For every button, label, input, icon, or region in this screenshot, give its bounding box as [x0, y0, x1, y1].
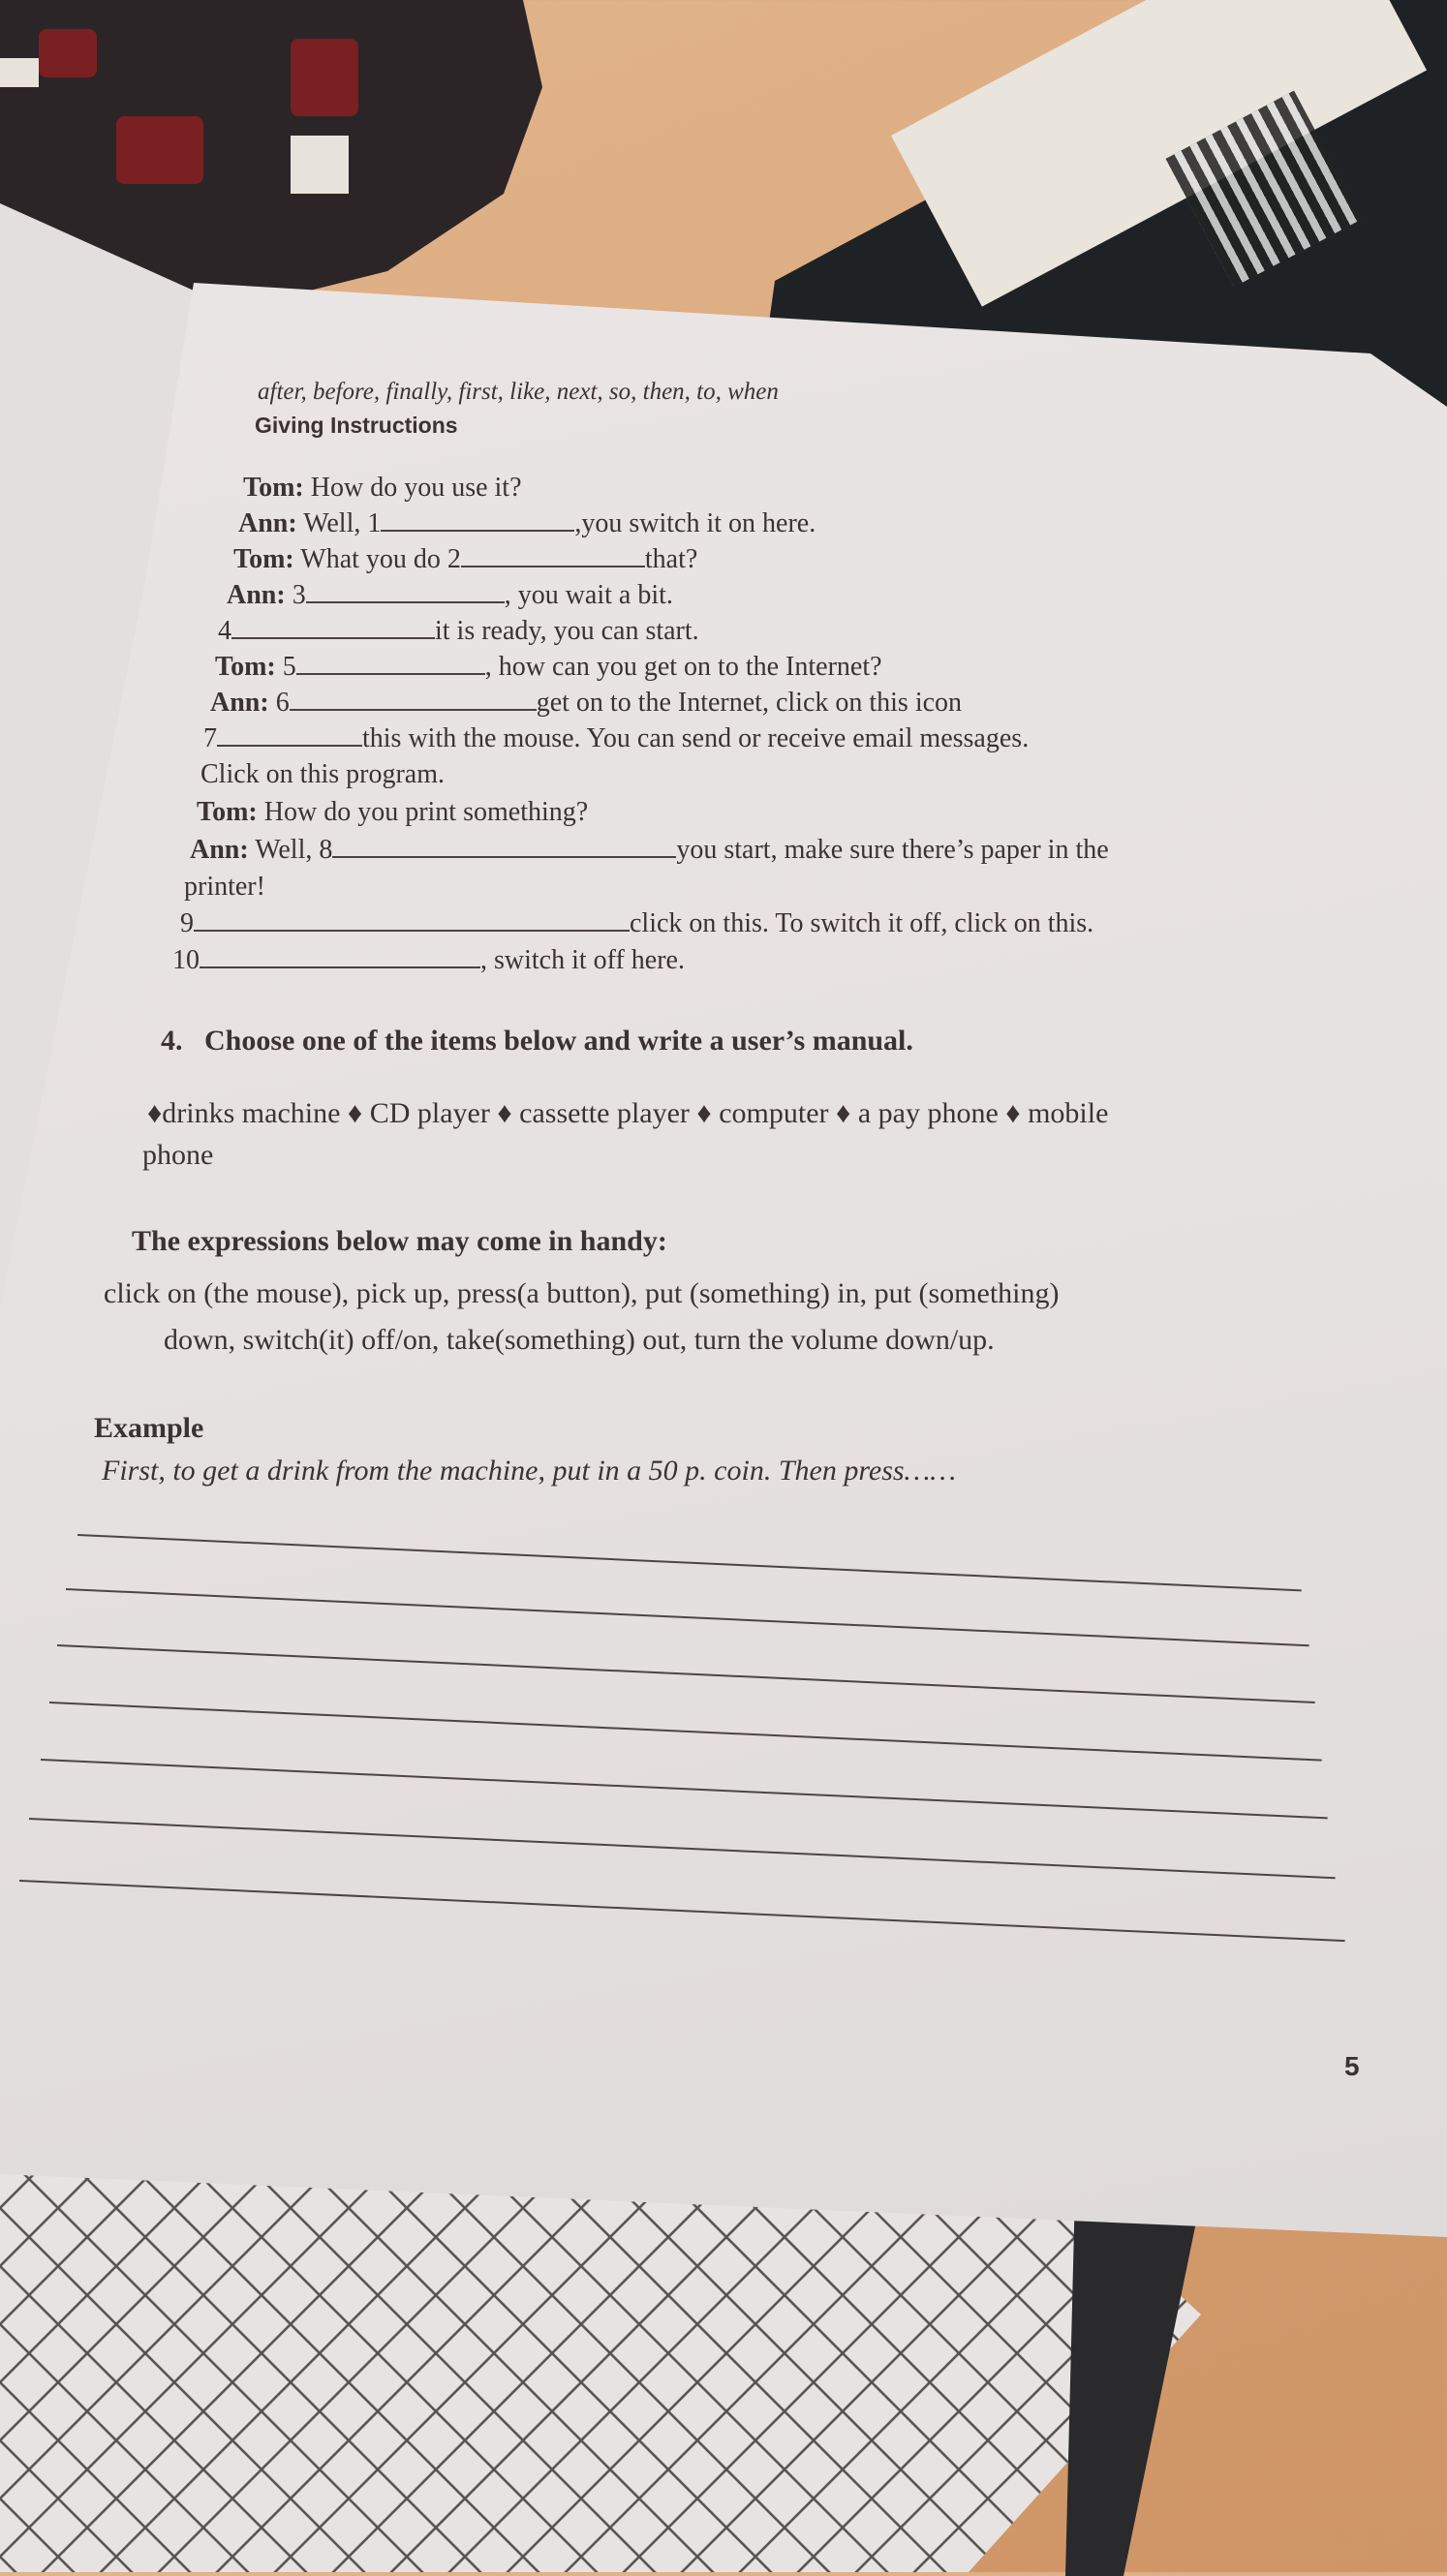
- word-bank: after, before, finally, first, like, next, so, then, to, when: [258, 379, 779, 405]
- dialogue-line: 7 this with the mouse. You can send or receive email messages.: [203, 723, 1030, 753]
- dialogue-line: Ann: 3 , you wait a bit.: [227, 580, 673, 610]
- answer-blank-7[interactable]: [217, 725, 362, 747]
- items-list-cont: phone: [142, 1139, 214, 1171]
- answer-blank-4[interactable]: [231, 618, 435, 639]
- answer-blank-1[interactable]: [381, 510, 574, 532]
- dialogue-line: Click on this program.: [200, 759, 445, 789]
- dialogue-line: printer!: [184, 872, 265, 902]
- notebook-bottom: [1065, 2189, 1201, 2576]
- dialogue-line: Tom: 5 , how can you get on to the Internet?: [215, 652, 882, 682]
- dialogue-line: Ann: 6 get on to the Internet, click on this icon: [210, 688, 963, 718]
- answer-blank-2[interactable]: [461, 546, 645, 567]
- answer-blank-5[interactable]: [296, 654, 485, 675]
- section-title: Giving Instructions: [255, 413, 458, 438]
- expressions-line: down, switch(it) off/on, take(something) out, turn the volume down/up.: [164, 1324, 995, 1356]
- dialogue-line: 9 click on this. To switch it off, click on this.: [180, 908, 1094, 938]
- answer-blank-10[interactable]: [200, 947, 480, 968]
- dialogue-line: Tom: How do you print something?: [197, 797, 589, 827]
- expressions-line: click on (the mouse), pick up, press(a button), put (something) in, put (something): [104, 1277, 1060, 1309]
- dialogue-line: Ann: Well, 8 you start, make sure there’s paper in the: [190, 835, 1109, 865]
- page-number: 5: [1344, 2051, 1360, 2081]
- expressions-heading: The expressions below may come in handy:: [132, 1225, 667, 1257]
- dialogue-line: Tom: What you do 2 that?: [233, 544, 698, 574]
- example-heading: Example: [94, 1412, 204, 1444]
- task-4-instruction: 4. Choose one of the items below and write a user’s manual.: [161, 1025, 913, 1057]
- answer-blank-9[interactable]: [194, 910, 630, 932]
- dialogue-line: 4 it is ready, you can start.: [218, 616, 699, 646]
- dialogue-line: Tom: How do you use it?: [243, 473, 522, 503]
- answer-blank-8[interactable]: [332, 837, 676, 858]
- example-text: First, to get a drink from the machine, put in a 50 p. coin. Then press……: [102, 1455, 956, 1487]
- answer-blank-6[interactable]: [290, 690, 537, 711]
- dialogue-line: Ann: Well, 1 ,you switch it on here.: [238, 508, 816, 538]
- answer-blank-3[interactable]: [306, 582, 505, 603]
- dialogue-line: 10 , switch it off here.: [172, 945, 685, 975]
- items-list: ♦drinks machine ♦ CD player ♦ cassette player ♦ computer ♦ a pay phone ♦ mobile: [147, 1097, 1109, 1129]
